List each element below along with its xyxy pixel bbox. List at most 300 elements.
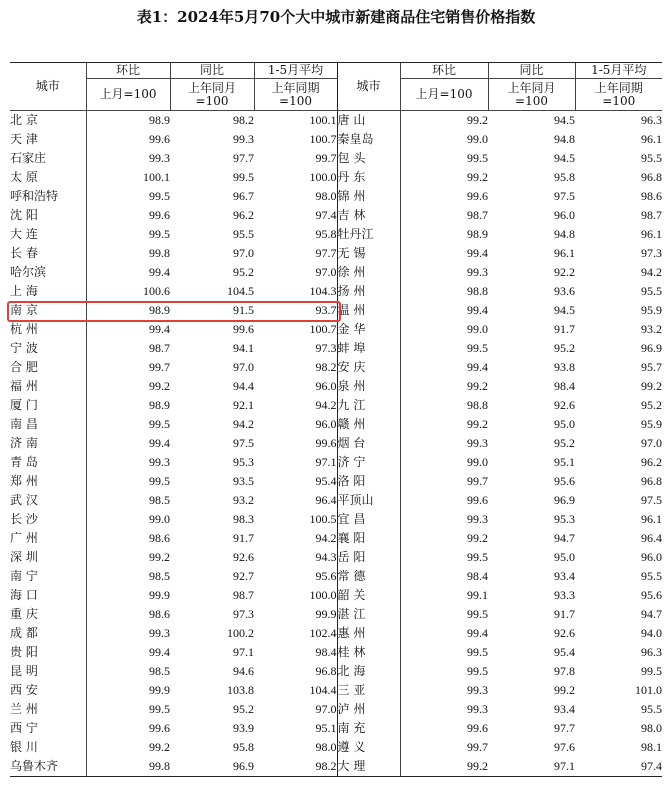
- city-name: 襄 阳: [337, 529, 400, 548]
- yoy-value: 95.3: [233, 455, 254, 469]
- city-name: 呼和浩特: [10, 189, 59, 203]
- table-row: [10, 453, 662, 472]
- mom-value: 99.3: [86, 149, 170, 168]
- ytd-value: 97.3: [315, 341, 337, 355]
- mom-value: 99.0: [400, 320, 488, 339]
- table-row: [10, 700, 662, 719]
- city-name: 大 连: [10, 227, 38, 241]
- yoy-value: 95.6: [554, 474, 575, 488]
- yoy-value: 94.8: [554, 227, 575, 241]
- city-name: 赣 州: [337, 415, 400, 434]
- yoy-value: 94.1: [233, 341, 254, 355]
- yoy-value: 96.1: [554, 246, 575, 260]
- mom-value: 98.5: [86, 567, 170, 586]
- table-row: [10, 643, 662, 662]
- yoy-value: 98.3: [233, 512, 254, 526]
- mom-value: 99.0: [400, 130, 488, 149]
- ytd-value: 98.0: [315, 189, 337, 203]
- yoy-value: 93.5: [233, 474, 254, 488]
- ytd-value: 100.1: [309, 113, 337, 127]
- yoy-value: 92.6: [233, 550, 254, 564]
- ytd-value: 100.7: [309, 322, 337, 336]
- city-name: 吉 林: [337, 206, 400, 225]
- city-name: 上 海: [10, 284, 38, 298]
- ytd-value: 99.6: [315, 436, 337, 450]
- table-row: [10, 567, 662, 586]
- ytd-value: 96.8: [315, 664, 337, 678]
- ytd-value: 94.3: [315, 550, 337, 564]
- mom-value: 100.6: [86, 282, 170, 301]
- city-name: 郑 州: [10, 474, 38, 488]
- yoy-base: 上年同月 =100: [170, 79, 254, 111]
- yoy-value: 94.7: [554, 531, 575, 545]
- ytd-value: 96.1: [641, 132, 662, 146]
- ytd-value: 100.0: [309, 170, 337, 184]
- mom-value: 99.1: [400, 586, 488, 605]
- mom-value: 99.4: [400, 624, 488, 643]
- city-header: 城市: [10, 63, 86, 111]
- city-name: 银 川: [10, 740, 38, 754]
- city-name: 兰 州: [10, 702, 38, 716]
- ytd-header-right: 1-5月平均: [575, 63, 662, 79]
- mom-value: 99.6: [86, 130, 170, 149]
- city-name: 洛 阳: [337, 472, 400, 491]
- table-row: [10, 719, 662, 738]
- table-row: [10, 263, 662, 282]
- mom-value: 99.5: [400, 339, 488, 358]
- mom-value: 99.6: [400, 719, 488, 738]
- table-row: [10, 396, 662, 415]
- price-index-table: [10, 62, 662, 777]
- yoy-base-right: 上年同月 =100: [488, 79, 575, 111]
- yoy-value: 95.3: [554, 512, 575, 526]
- table-row: [10, 149, 662, 168]
- city-name: 宜 昌: [337, 510, 400, 529]
- yoy-header-right: 同比: [488, 63, 575, 79]
- city-name: 蚌 埠: [337, 339, 400, 358]
- mom-value: 100.1: [86, 168, 170, 187]
- table-row: [10, 605, 662, 624]
- yoy-value: 97.3: [233, 607, 254, 621]
- yoy-value: 92.6: [554, 398, 575, 412]
- mom-value: 99.3: [400, 263, 488, 282]
- ytd-value: 98.0: [641, 721, 662, 735]
- city-name: 秦皇岛: [337, 130, 400, 149]
- table-row: [10, 244, 662, 263]
- city-name: 韶 关: [337, 586, 400, 605]
- yoy-value: 93.2: [233, 493, 254, 507]
- city-name: 南 充: [337, 719, 400, 738]
- ytd-base-right: 上年同期 =100: [575, 79, 662, 111]
- city-name: 贵 阳: [10, 645, 38, 659]
- table-row: [10, 757, 662, 777]
- ytd-value: 97.3: [641, 246, 662, 260]
- city-name: 遵 义: [337, 738, 400, 757]
- table-row: [10, 491, 662, 510]
- table-row: [10, 111, 662, 131]
- mom-value: 99.2: [400, 529, 488, 548]
- mom-value: 98.4: [400, 567, 488, 586]
- yoy-value: 97.1: [233, 645, 254, 659]
- mom-value: 99.3: [400, 681, 488, 700]
- mom-value: 99.2: [400, 377, 488, 396]
- yoy-value: 94.5: [554, 303, 575, 317]
- yoy-value: 98.2: [233, 113, 254, 127]
- yoy-value: 94.2: [233, 417, 254, 431]
- yoy-value: 91.7: [554, 322, 575, 336]
- mom-header-right: 环比: [400, 63, 488, 79]
- mom-value: 99.6: [86, 719, 170, 738]
- city-name: 合 肥: [10, 360, 38, 374]
- mom-value: 99.4: [86, 263, 170, 282]
- yoy-value: 91.7: [554, 607, 575, 621]
- mom-value: 99.3: [400, 434, 488, 453]
- city-name: 北 京: [10, 113, 38, 127]
- ytd-value: 98.2: [254, 757, 337, 777]
- mom-value: 99.2: [400, 168, 488, 187]
- city-name: 九 江: [337, 396, 400, 415]
- yoy-value: 95.8: [233, 740, 254, 754]
- city-name: 三 亚: [337, 681, 400, 700]
- ytd-value: 96.3: [641, 645, 662, 659]
- ytd-value: 94.2: [315, 398, 337, 412]
- mom-value: 99.3: [400, 510, 488, 529]
- ytd-value: 98.0: [315, 740, 337, 754]
- mom-value: 99.4: [86, 434, 170, 453]
- ytd-value: 95.5: [641, 569, 662, 583]
- mom-value: 99.0: [86, 510, 170, 529]
- city-name: 岳 阳: [337, 548, 400, 567]
- city-name: 北 海: [337, 662, 400, 681]
- mom-value: 99.2: [86, 738, 170, 757]
- ytd-value: 101.0: [635, 683, 662, 697]
- table-row: [10, 320, 662, 339]
- mom-value: 99.5: [86, 415, 170, 434]
- ytd-value: 97.0: [315, 702, 337, 716]
- yoy-value: 95.2: [554, 436, 575, 450]
- yoy-value: 92.2: [554, 265, 575, 279]
- ytd-value: 98.1: [641, 740, 662, 754]
- table-row: [10, 681, 662, 700]
- mom-value: 99.5: [400, 548, 488, 567]
- ytd-value: 100.0: [309, 588, 337, 602]
- yoy-value: 92.7: [233, 569, 254, 583]
- yoy-value: 96.9: [554, 493, 575, 507]
- city-name: 金 华: [337, 320, 400, 339]
- ytd-value: 97.4: [315, 208, 337, 222]
- city-name: 西 安: [10, 683, 38, 697]
- yoy-value: 92.1: [233, 398, 254, 412]
- yoy-value: 98.7: [233, 588, 254, 602]
- city-name: 济 宁: [337, 453, 400, 472]
- mom-base: 上月=100: [86, 79, 170, 111]
- mom-value: 99.5: [86, 472, 170, 491]
- city-name: 太 原: [10, 170, 38, 184]
- mom-value: 98.6: [86, 529, 170, 548]
- ytd-value: 95.5: [641, 284, 662, 298]
- ytd-value: 95.9: [641, 303, 662, 317]
- mom-value: 98.8: [400, 396, 488, 415]
- city-name: 沈 阳: [10, 208, 38, 222]
- yoy-value: 95.5: [233, 227, 254, 241]
- table-row: [10, 472, 662, 491]
- city-name: 丹 东: [337, 168, 400, 187]
- ytd-value: 98.7: [641, 208, 662, 222]
- mom-value: 99.8: [86, 757, 170, 777]
- yoy-value: 97.5: [233, 436, 254, 450]
- ytd-value: 95.5: [641, 702, 662, 716]
- city-name: 温 州: [337, 301, 400, 320]
- city-name: 哈尔滨: [10, 265, 47, 279]
- mom-base-right: 上月=100: [400, 79, 488, 111]
- yoy-value: 99.6: [233, 322, 254, 336]
- ytd-value: 95.2: [641, 398, 662, 412]
- city-name: 常 德: [337, 567, 400, 586]
- ytd-value: 95.5: [641, 151, 662, 165]
- table-row: [10, 225, 662, 244]
- ytd-value: 102.4: [309, 626, 337, 640]
- ytd-value: 99.5: [641, 664, 662, 678]
- mom-value: 99.5: [400, 643, 488, 662]
- mom-value: 99.0: [400, 453, 488, 472]
- city-name: 福 州: [10, 379, 38, 393]
- mom-value: 99.7: [86, 358, 170, 377]
- yoy-value: 99.3: [233, 132, 254, 146]
- mom-value: 99.6: [400, 187, 488, 206]
- yoy-value: 91.7: [233, 531, 254, 545]
- ytd-value: 96.0: [315, 379, 337, 393]
- yoy-value: 99.5: [233, 170, 254, 184]
- yoy-value: 97.8: [554, 664, 575, 678]
- city-name: 长 春: [10, 246, 38, 260]
- ytd-value: 96.1: [641, 512, 662, 526]
- ytd-value: 94.2: [641, 265, 662, 279]
- ytd-value: 95.4: [315, 474, 337, 488]
- ytd-value: 104.4: [309, 683, 337, 697]
- table-row: [10, 529, 662, 548]
- ytd-value: 95.8: [315, 227, 337, 241]
- yoy-value: 104.5: [227, 284, 254, 298]
- mom-value: 99.9: [86, 586, 170, 605]
- yoy-value: 99.2: [554, 683, 575, 697]
- yoy-value: 97.0: [233, 246, 254, 260]
- city-name: 南 昌: [10, 417, 38, 431]
- city-name: 昆 明: [10, 664, 38, 678]
- ytd-value: 99.2: [641, 379, 662, 393]
- yoy-value: 97.7: [233, 151, 254, 165]
- city-name: 泸 州: [337, 700, 400, 719]
- yoy-value: 97.1: [488, 757, 575, 777]
- table-row: [10, 358, 662, 377]
- city-name: 乌鲁木齐: [10, 757, 86, 777]
- mom-value: 99.5: [86, 187, 170, 206]
- ytd-value: 94.0: [641, 626, 662, 640]
- ytd-value: 96.4: [641, 531, 662, 545]
- city-name: 大 理: [337, 757, 400, 777]
- ytd-value: 95.9: [641, 417, 662, 431]
- mom-value: 99.2: [400, 757, 488, 777]
- mom-value: 99.6: [86, 206, 170, 225]
- mom-value: 99.4: [400, 358, 488, 377]
- mom-value: 98.5: [86, 491, 170, 510]
- mom-header: 环比: [86, 63, 170, 79]
- mom-value: 98.6: [86, 605, 170, 624]
- table-row: [10, 434, 662, 453]
- mom-value: 99.7: [400, 738, 488, 757]
- yoy-value: 96.2: [233, 208, 254, 222]
- mom-value: 98.8: [400, 282, 488, 301]
- mom-value: 99.4: [400, 244, 488, 263]
- ytd-value: 95.7: [641, 360, 662, 374]
- yoy-value: 92.6: [554, 626, 575, 640]
- mom-value: 99.2: [86, 377, 170, 396]
- mom-value: 99.3: [400, 700, 488, 719]
- ytd-value: 100.7: [309, 132, 337, 146]
- table-row: [10, 586, 662, 605]
- city-name: 西 宁: [10, 721, 38, 735]
- yoy-value: 98.4: [554, 379, 575, 393]
- city-name: 宁 波: [10, 341, 38, 355]
- city-name: 唐 山: [337, 111, 400, 131]
- yoy-value: 96.7: [233, 189, 254, 203]
- mom-value: 98.5: [86, 662, 170, 681]
- ytd-value: 94.7: [641, 607, 662, 621]
- mom-value: 99.3: [86, 453, 170, 472]
- yoy-header: 同比: [170, 63, 254, 79]
- city-name: 桂 林: [337, 643, 400, 662]
- ytd-value: 97.1: [315, 455, 337, 469]
- yoy-value: 95.0: [554, 417, 575, 431]
- ytd-value: 96.3: [641, 113, 662, 127]
- mom-value: 99.2: [400, 415, 488, 434]
- ytd-value: 95.6: [641, 588, 662, 602]
- table-row: [10, 510, 662, 529]
- city-name: 徐 州: [337, 263, 400, 282]
- mom-value: 98.9: [86, 111, 170, 131]
- mom-value: 99.9: [86, 681, 170, 700]
- table-row: [10, 624, 662, 643]
- city-name: 扬 州: [337, 282, 400, 301]
- mom-value: 98.9: [400, 225, 488, 244]
- yoy-value: 97.7: [554, 721, 575, 735]
- mom-value: 99.4: [400, 301, 488, 320]
- ytd-value: 99.7: [315, 151, 337, 165]
- city-name: 湛 江: [337, 605, 400, 624]
- ytd-value: 97.0: [315, 265, 337, 279]
- yoy-value: 91.5: [233, 303, 254, 317]
- city-name: 深 圳: [10, 550, 38, 564]
- table-row: [10, 206, 662, 225]
- ytd-value: 98.4: [315, 645, 337, 659]
- mom-value: 99.6: [400, 491, 488, 510]
- ytd-value: 95.1: [315, 721, 337, 735]
- mom-value: 98.9: [86, 301, 170, 320]
- city-name: 泉 州: [337, 377, 400, 396]
- table-row: [10, 377, 662, 396]
- city-name: 南 京: [10, 303, 38, 317]
- yoy-value: 97.5: [554, 189, 575, 203]
- yoy-value: 93.4: [554, 569, 575, 583]
- ytd-value: 96.8: [641, 170, 662, 184]
- ytd-value: 96.8: [641, 474, 662, 488]
- ytd-header: 1-5月平均: [254, 63, 337, 79]
- city-name: 青 岛: [10, 455, 38, 469]
- ytd-value: 96.4: [315, 493, 337, 507]
- mom-value: 99.2: [86, 548, 170, 567]
- ytd-value: 99.9: [315, 607, 337, 621]
- mom-value: 99.5: [400, 149, 488, 168]
- city-name: 安 庆: [337, 358, 400, 377]
- mom-value: 99.4: [86, 643, 170, 662]
- city-name: 石家庄: [10, 151, 47, 165]
- table-row: [10, 187, 662, 206]
- city-name: 济 南: [10, 436, 38, 450]
- table-title: 表1：2024年5月70个大中城市新建商品住宅销售价格指数: [136, 8, 536, 26]
- yoy-value: 97.6: [554, 740, 575, 754]
- yoy-value: 95.2: [233, 265, 254, 279]
- yoy-value: 93.3: [554, 588, 575, 602]
- highlight-box-nanjing: [7, 301, 341, 322]
- table-row: [10, 339, 662, 358]
- city-name: 包 头: [337, 149, 400, 168]
- yoy-value: 95.4: [554, 645, 575, 659]
- ytd-value: 96.0: [315, 417, 337, 431]
- yoy-value: 103.8: [227, 683, 254, 697]
- mom-value: 99.3: [86, 624, 170, 643]
- ytd-value: 96.2: [641, 455, 662, 469]
- table-row: [10, 130, 662, 149]
- mom-value: 98.9: [86, 396, 170, 415]
- table-row: [10, 548, 662, 567]
- yoy-value: 96.9: [170, 757, 254, 777]
- mom-value: 99.2: [400, 111, 488, 131]
- ytd-value: 98.2: [315, 360, 337, 374]
- ytd-base: 上年同期 =100: [254, 79, 337, 111]
- city-name: 锦 州: [337, 187, 400, 206]
- city-name: 南 宁: [10, 569, 38, 583]
- yoy-value: 100.2: [227, 626, 254, 640]
- city-name: 武 汉: [10, 493, 38, 507]
- yoy-value: 93.9: [233, 721, 254, 735]
- mom-value: 99.4: [86, 320, 170, 339]
- city-header-right: 城市: [337, 63, 400, 111]
- table-row: [10, 662, 662, 681]
- city-name: 无 锡: [337, 244, 400, 263]
- yoy-value: 95.2: [233, 702, 254, 716]
- yoy-value: 95.1: [554, 455, 575, 469]
- yoy-value: 97.0: [233, 360, 254, 374]
- city-name: 牡丹江: [337, 225, 400, 244]
- city-name: 烟 台: [337, 434, 400, 453]
- yoy-value: 94.5: [554, 151, 575, 165]
- yoy-value: 94.8: [554, 132, 575, 146]
- mom-value: 99.5: [86, 700, 170, 719]
- table-row: [10, 168, 662, 187]
- mom-value: 99.5: [400, 662, 488, 681]
- table-row: [10, 415, 662, 434]
- ytd-value: 96.0: [641, 550, 662, 564]
- ytd-value: 93.7: [315, 303, 337, 317]
- city-name: 平顶山: [337, 491, 400, 510]
- yoy-value: 94.4: [233, 379, 254, 393]
- yoy-value: 94.6: [233, 664, 254, 678]
- city-name: 广 州: [10, 531, 38, 545]
- yoy-value: 96.0: [554, 208, 575, 222]
- city-name: 海 口: [10, 588, 38, 602]
- yoy-value: 95.8: [554, 170, 575, 184]
- mom-value: 99.7: [400, 472, 488, 491]
- city-name: 杭 州: [10, 322, 38, 336]
